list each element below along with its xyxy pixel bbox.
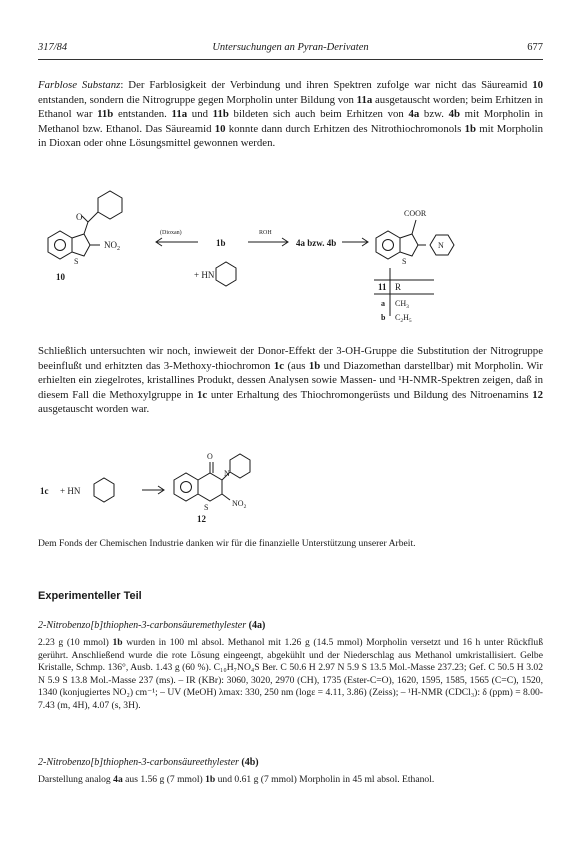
header-rule [38,59,543,60]
coor-label: COOR [404,209,427,218]
sulfur-label-10: S [74,257,79,266]
no2-label-2: $NO_2$ [232,499,247,510]
paragraph-donor-effect: Schließlich untersuchten wir noch, inwieweit der Donor-Effekt der 3-OH-Gruppe die Substitution der Nitrogruppe beeinflußt und erhitzten das 3-Methoxy-thiochromon 1c (aus 1b und Diazomethan darstellbar) mit Morpholin. Wir erhielten ein ziegelrotes, kristallines Produkt, dessen Analysen sowie Massen- und ¹H-NMR-Spektren zeigen, daß in diesem Fall die Methoxylgruppe in 1c unter Erhaltung des Thiochromongerüsts und Bildung des Nitroenamins 12 ausgetauscht worden war. [38,345,544,416]
experimental-4a: 2.23 g (10 mmol) 1b wurden in 100 ml absol. Methanol mit 1.26 g (14.5 mmol) Morpholin versetzt und 16 h unter Rückfluß gerührt. Anschließend wurde die rote Lösung eingeengt, abgekühlt und der Niederschlag aus Methanol umkristallisiert. Gelbe Kristalle, Schmp. 136°, Ausb. 1.43 g (60 %). C₁₀H₇NO₄S Ber. C 50.6 H 2.97 N 5.9 S 13.5 Mol.-Masse 237.23; Gef. C 50.5 H 3.02 N 5.9 S 13.8 Mol.-Masse 237 (ms). – IR (KBr): 3060, 3020, 2970 (CH), 1735 (Ester-C=O), 1620, 1595, 1585, 1565 (C=C), 1520, 1340 (konjugiertes NO₂) cm⁻¹; – UV (MeOH) λmax: 330, 250 nm (logε = 4.11, 3.86) (Zeiss); – ¹H-NMR (CDCl₃): δ (ppm) = 8.00-7.43 (m, 4H), 4.07 (s, 3H). [38,637,543,711]
hn-label-2: + HN [60,486,81,496]
compound-1b-label: 1b [216,238,226,248]
no2-label: $NO_2$ [104,240,120,252]
section-title: Experimenteller Teil [38,590,142,602]
compound-1c-label: 1c [40,486,49,496]
morpholine-ring-10 [98,191,122,219]
reaction-scheme-2 [38,434,338,524]
nitrogen-label-11: N [438,241,444,250]
benzene-ring-11 [376,231,400,259]
compound-10-label: 10 [56,272,65,282]
thiophene-ring-10 [72,234,90,256]
sulfur-label-11: S [402,257,407,266]
running-title: Untersuchungen an Pyran-Derivaten [212,42,369,53]
subsection-4b-title: 2-Nitrobenzo[b]thiophen-3-carbonsäureethylester (4b) [38,757,259,768]
hn-label: + HN [194,270,215,280]
thiophene-ring-11 [400,234,418,256]
dioxan-label: (Dioxan) [160,230,182,236]
sulfur-label-12: S [204,503,209,512]
thiopyranone-ring-12 [198,473,222,501]
paragraph-colorless-substance: Farblose Substanz: Der Farblosigkeit der Verbindung und ihren Spektren zufolge war nicht das Säureamid 10 entstanden, sondern die Nitrogruppe gegen Morpholin unter Bildung von 11a ausgetauscht worden; beim Erhitzen in Ethanol war 11b entstanden. 11a und 11b bildeten sich auch beim Erhitzen von 4a bzw. 4b mit Morpholin in Methanol bzw. Ethanol. Das Säureamid 10 konnte dann durch Erhitzen des Nitrothiochromonols 1b mit Morpholin in Dioxan oder ohne Lösungsmittel gewonnen werden. [38,79,543,150]
experimental-4b: Darstellung analog 4a aus 1.56 g (7 mmol) 1b und 0.61 g (7 mmol) Morpholin in 45 ml absol. Ethanol. [38,774,435,785]
running-header [38,42,543,58]
journal-issue: 317/84 [38,42,68,53]
row-a-value: $CH_3$ [395,299,409,310]
morpholine-ring-12 [230,454,250,478]
carbonyl-o-label-2: O [207,452,213,461]
table-head-r: R [395,282,402,292]
morpholine-reagent [216,262,236,286]
roh-label: ROH [259,230,272,236]
subsection-4a-title: 2-Nitrobenzo[b]thiophen-3-carbonsäuremethylester (4a) [38,620,266,631]
acknowledgement: Dem Fonds der Chemischen Industrie danken wir für die finanzielle Unterstützung unserer Arbeit. [38,538,416,549]
reaction-scheme-1 [38,188,543,328]
benzene-ring-12 [174,473,198,501]
compound-4ab-label: 4a bzw. 4b [296,238,337,248]
row-b-value: $C_2H_5$ [395,313,412,324]
benzene-ring-10 [48,231,72,259]
morpholine-reagent-2 [94,478,114,502]
row-b-label: b [381,313,386,322]
carbonyl-o-label: O [76,212,83,222]
table-head-11: 11 [378,282,387,292]
row-a-label: a [381,299,385,308]
nitrogen-label-12: N [224,469,230,478]
compound-12-label: 12 [197,514,206,524]
page-number: 677 [527,42,543,53]
